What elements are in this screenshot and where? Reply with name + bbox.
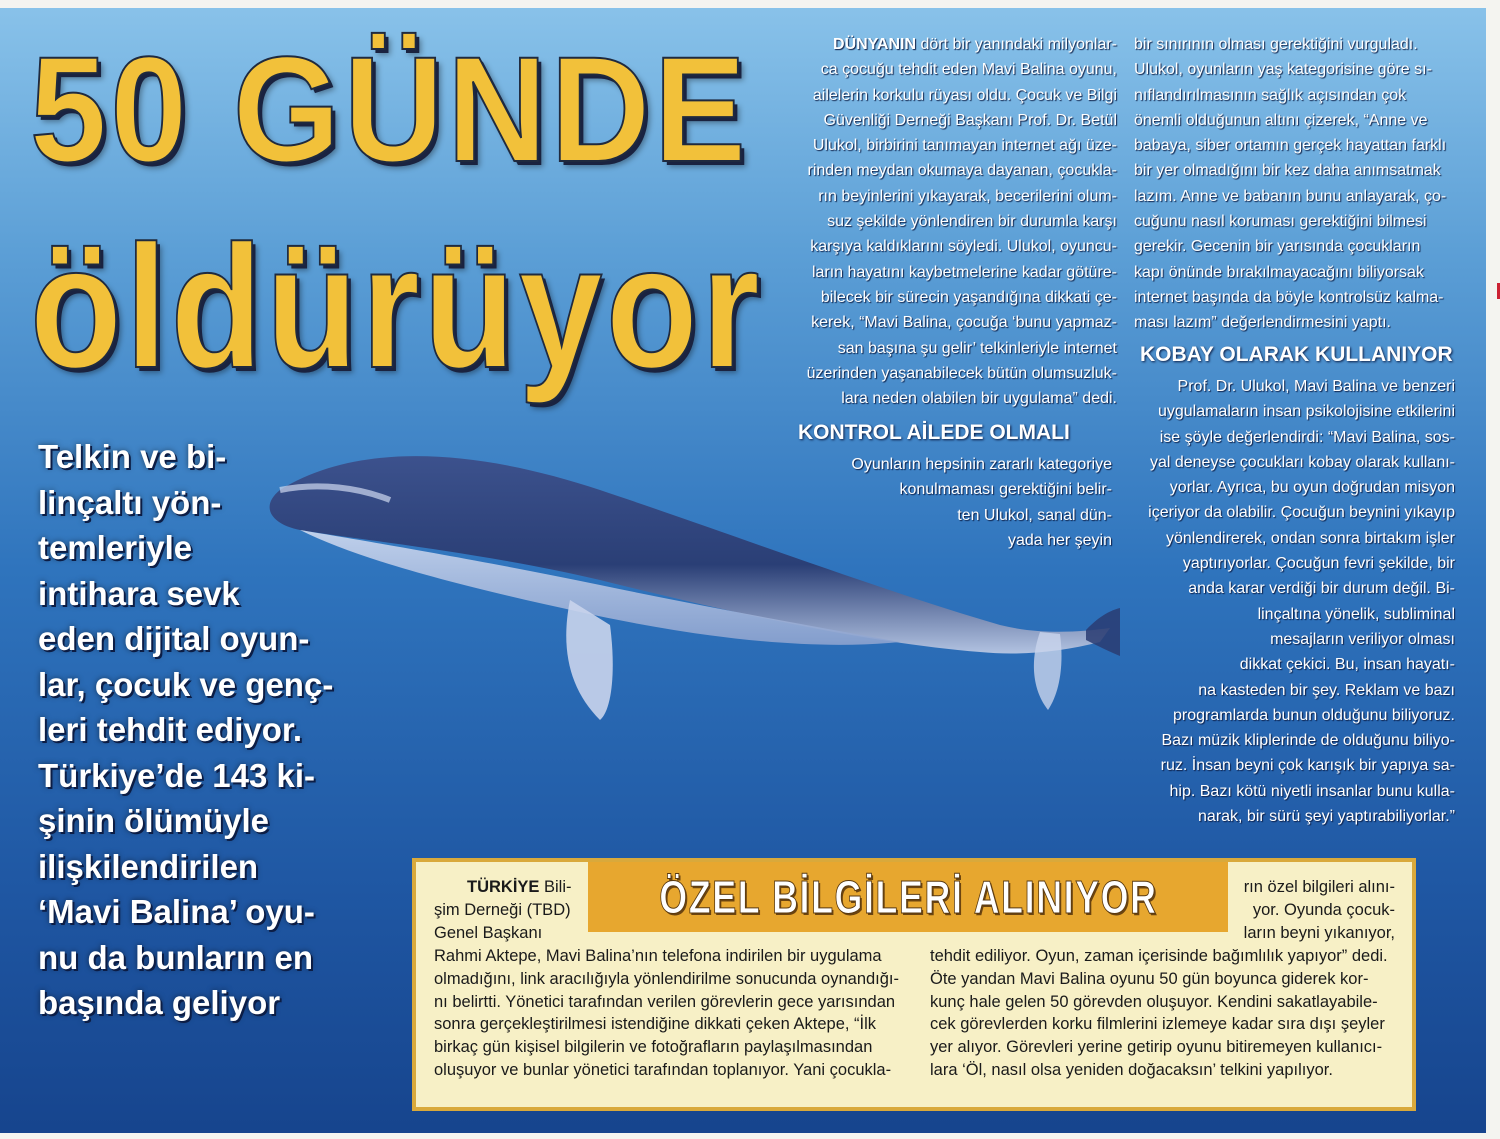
column-line: cuğunu nasıl koruması gerektiğini bilmesi [1134, 213, 1427, 231]
column-line: Bazı müzik kliplerinde de olduğunu biliyo- [1161, 732, 1455, 750]
box-right-top [1240, 876, 1395, 944]
column-line: karşıya kaldıklarını söyledi. Ulukol, oyuncu- [810, 238, 1117, 256]
headline-line-1: 50 GÜNDE [30, 25, 750, 193]
column-line: içeriyor da olabilir. Çocuğun beynini yıkayıp [1148, 504, 1455, 522]
column-line: nıflandırılmasının sağlık açısından çok [1134, 86, 1407, 104]
deck-line: ilişkilendirilen [38, 847, 259, 885]
column-line: ailelerin korkulu rüyası oldu. Çocuk ve Bilgi [812, 86, 1117, 104]
box-text: Bili- [544, 878, 572, 896]
column-line: kerek, “Mavi Balina, çocuğa ‘bunu yapmaz- [811, 314, 1117, 332]
lead-word: DÜNYANIN [833, 36, 917, 53]
deck-line: linçaltı yön- [38, 483, 222, 521]
column-line: lazım. Anne ve babanın bunu anlayarak, ço- [1134, 187, 1447, 205]
column-line: konulmaması gerektiğini belir- [899, 481, 1112, 499]
column-line: gerekir. Gecenin bir yarısında çocukların [1134, 238, 1421, 256]
deck-line: lar, çocuk ve genç- [38, 665, 334, 703]
box-line: Öte yandan Mavi Balina oyunu 50 gün boyunca giderek kor- [930, 969, 1369, 988]
box-line: sonra gerçekleştirilmesi istendiğine dikkati çeken Aktepe, “İlk [434, 1015, 877, 1034]
column-line [782, 32, 1117, 57]
column-line: ca çocuğu tehdit eden Mavi Balina oyunu, [820, 61, 1117, 79]
column-line: internet başında da böyle kontrolsüz kalma- [1134, 288, 1444, 306]
column-line: mesajların veriliyor olması [1270, 630, 1455, 648]
article-column-1-continued [820, 452, 1112, 553]
deck-line: başında geliyor [38, 984, 281, 1021]
column-line: san başına şu gelir’ telkinleriyle internet [837, 339, 1117, 357]
subhead-control: KONTROL AİLEDE OLMALI [798, 421, 1070, 444]
deck-line: Türkiye’de 143 ki- [38, 756, 315, 794]
column-line: programlarda bunun olduğunu biliyoruz. [1173, 706, 1455, 724]
box-line: tehdit ediliyor. Oyun, zaman içerisinde bağımlılık yapıyor” dedi. [930, 947, 1388, 965]
column-line: ten Ulukol, sanal dün- [957, 506, 1112, 524]
article-column-2 [1134, 32, 1454, 336]
box-keyword: TÜRKİYE [467, 878, 540, 896]
deck-line: leri tehdit ediyor. [38, 711, 303, 748]
column-line: babaya, siber ortamın gerçek hayattan farklı [1134, 137, 1447, 155]
column-line: rın beyinlerini yıkayarak, becerilerini olum- [818, 187, 1117, 205]
box-line: kunç hale gelen 50 görevden oluşuyor. Kendini sakatlayabile- [930, 992, 1378, 1011]
box-line: cek görevlerden korku filmlerini izlemeye kadar sıra dışı şeyler [930, 1015, 1385, 1034]
column-line: kapı önünde bırakılmayacağını biliyorsak [1134, 263, 1424, 281]
box-line: olmadığını, link aracılığıyla yönlendirilme sonucunda oynandığı- [434, 969, 900, 988]
box-line: Rahmi Aktepe, Mavi Balina’nın telefona indirilen bir uygulama [434, 947, 882, 965]
box-title: ÖZEL BİLGİLERİ ALINIYOR [658, 871, 1158, 923]
deck-line: Telkin ve bi- [38, 438, 227, 475]
column-line: Oyunların hepsinin zararlı kategoriye [851, 456, 1112, 473]
column-line: rinden meydan okumaya dayanan, çocukla- [807, 162, 1117, 180]
box-line: ların beyni yıkanıyor, [1243, 923, 1395, 942]
column-line: ruz. İnsan beyni çok karışık bir yapıya sa- [1160, 757, 1455, 775]
column-line: yal deneyse çocukları kobay olarak kullanı- [1149, 453, 1455, 471]
box-line: rın özel bilgileri alını- [1243, 878, 1395, 896]
box-line: lara ‘Öl, nasıl olsa yeniden doğacaksın’ telkini yapılıyor. [930, 1060, 1333, 1079]
box-line: nı belirtti. Yönetici tarafından verilen görevlerin gece yarısından [434, 992, 896, 1011]
box-intro [434, 876, 572, 944]
column-line: uygulamaların insan psikolojisine etkilerini [1157, 403, 1455, 421]
column-line: suz şekilde yönlendiren bir durumla karşı [827, 213, 1117, 231]
box-left-column [434, 945, 899, 1082]
deck-line: temleriyle [38, 529, 193, 566]
article-column-1 [782, 32, 1117, 411]
subhead-guinea-pig: KOBAY OLARAK KULLANIYOR [1140, 343, 1453, 366]
column-line: anda karar verdiği bir durum değil. Bi- [1188, 580, 1455, 598]
deck-line: şinin ölümüyle [38, 802, 270, 839]
column-line: ması lazım” değerlendirmesini yaptı. [1134, 314, 1391, 332]
box-line: şim Derneği (TBD) [434, 900, 571, 919]
column-line: ların hayatını kaybetmelerine kadar götüre- [811, 263, 1117, 281]
deck-line: ‘Mavi Balina’ oyu- [38, 893, 315, 930]
deck-line: nu da bunların en [38, 938, 314, 976]
column-line: Güvenliği Derneği Başkanı Prof. Dr. Betül [823, 111, 1117, 129]
headline-line-2: öldürüyor [30, 210, 764, 405]
column-line: lara neden olabilen bir uygulama” dedi. [841, 390, 1117, 408]
column-line: na kasteden bir şey. Reklam ve bazı [1198, 681, 1455, 699]
column-line: yorlar. Ayrıca, bu oyun doğrudan misyon [1169, 479, 1455, 497]
column-line: linçaltına yönelik, subliminal [1257, 605, 1455, 623]
column-line: yönlendirerek, ondan sonra birtakım işler [1165, 529, 1455, 547]
article-column-2-continued [1095, 374, 1455, 829]
column-line: bilecek bir sürecin yaşandığına dikkati çe- [820, 288, 1117, 306]
column-line: Prof. Dr. Ulukol, Mavi Balina ve benzeri [1177, 378, 1455, 395]
box-line: oluşuyor ve bunlar yönetici tarafından toplanıyor. Yani çocukla- [434, 1060, 892, 1079]
deck-line: intihara sevk [38, 574, 240, 612]
column-line: yada her şeyin [1007, 531, 1112, 549]
column-text: dört bir yanındaki milyonlar- [920, 36, 1117, 53]
paper-edge-bottom [0, 1133, 1500, 1139]
deck-text [38, 434, 358, 1026]
column-line: hip. Bazı kötü niyetli insanlar bunu kulla- [1169, 782, 1455, 800]
column-line: dikkat çekici. Bu, insan hayatı- [1239, 656, 1455, 674]
paper-edge-right [1486, 0, 1500, 1139]
column-line: narak, bir sürü şeyi yaptırabiliyorlar.” [1198, 808, 1455, 826]
column-line: önemli olduğunun altını çizerek, “Anne ve [1134, 111, 1428, 129]
column-line: Ulukol, oyunların yaş kategorisine göre sı- [1134, 61, 1432, 79]
box-title-banner [588, 862, 1228, 932]
column-line: bir sınırının olması gerektiğini vurguladı. [1134, 36, 1418, 53]
column-line: bir yer olmadığını bir kez daha anımsatmak [1134, 162, 1441, 180]
box-line: yor. Oyunda çocuk- [1252, 900, 1395, 919]
box-line [434, 876, 572, 899]
column-line: ise şöyle değerlendirdi: “Mavi Balina, sos- [1159, 428, 1455, 446]
box-line: birkaç gün kişisel bilgilerin ve fotoğrafların paylaşılmasından [434, 1038, 873, 1057]
paper-edge-top [0, 0, 1500, 8]
column-line: Ulukol, birbirini tanımayan internet ağı üze- [812, 137, 1117, 155]
box-right-column [930, 945, 1388, 1082]
box-line: Genel Başkanı [434, 923, 543, 942]
box-line: yer alıyor. Görevleri yerine getirip oyunu bitiremeyen kullanıcı- [930, 1038, 1383, 1057]
column-line: üzerinden yaşanabilecek bütün olumsuzluk- [806, 364, 1117, 382]
column-line: yaptırıyorlar. Çocuğun fevri şekilde, bir [1182, 555, 1455, 573]
deck-line: eden dijital oyun- [38, 620, 310, 657]
